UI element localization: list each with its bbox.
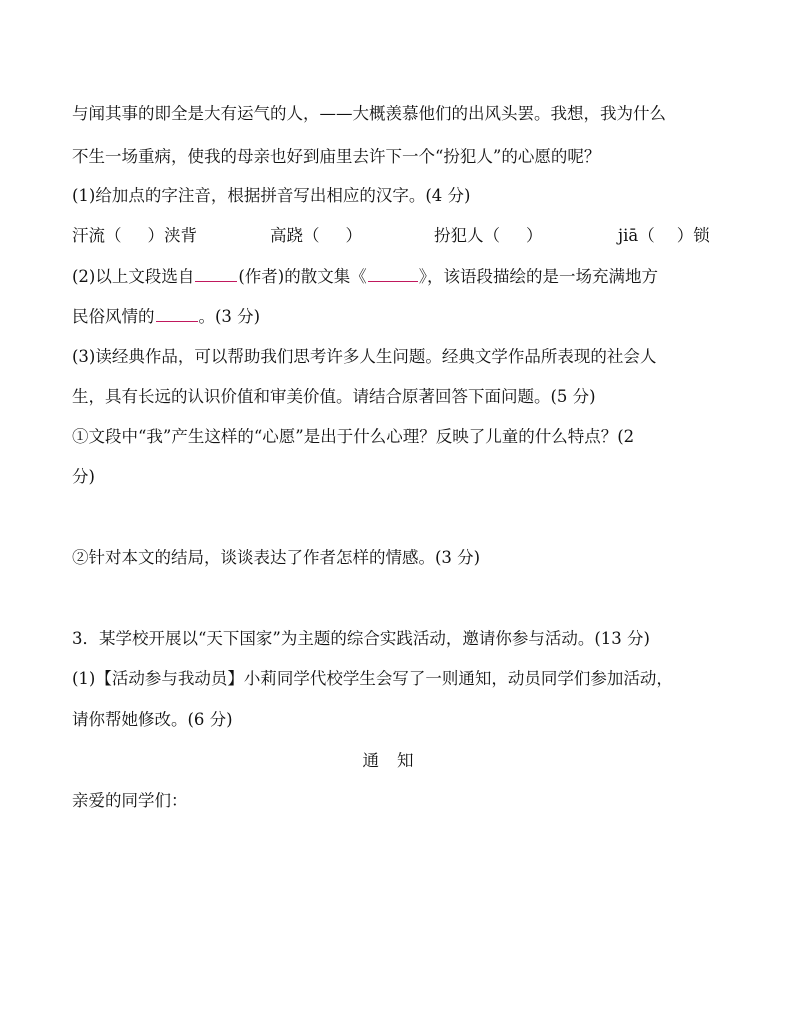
question-3-sub-2: ②针对本文的结局，谈谈表达了作者怎样的情感。(3 分)	[72, 548, 481, 567]
author-blank[interactable]	[195, 266, 237, 282]
section-3-title: 3．某学校开展以“天下国家”为主题的综合实践活动，邀请你参与活动。(13 分)	[72, 629, 650, 648]
question-2-line-1: (2)以上文段选自 (作者)的散文集《 》，该语段描绘的是一场充满地方	[72, 267, 658, 286]
question-3-line-1: (3)读经典作品，可以帮助我们思考许多人生问题。经典文学作品所表现的社会人	[72, 347, 657, 366]
question-1-prompt: (1)给加点的字注音，根据拼音写出相应的汉字。(4 分)	[72, 186, 471, 205]
passage-line-1: 与闻其事的即全是大有运气的人，——大概羡慕他们的出风头罢。我想，我为什么	[72, 104, 666, 123]
notice-greeting: 亲爱的同学们：	[72, 791, 188, 810]
notice-heading: 通知	[362, 751, 432, 770]
question-1-items	[72, 225, 732, 247]
item-jia: jiā（ ）锁	[618, 226, 710, 245]
question-3-line-2: 生，具有长远的认识价值和审美价值。请结合原著回答下面问题。(5 分)	[72, 387, 596, 406]
passage-line-2: 不生一场重病，使我的母亲也好到庙里去许下一个“扮犯人”的心愿的呢？	[72, 147, 601, 166]
question-3-sub-1-line-1: ①文段中“我”产生这样的“心愿”是出于什么心理？反映了儿童的什么特点？(2	[72, 427, 635, 446]
item-gaoqiao: 高跷（ ）	[270, 226, 362, 245]
item-hanliu: 汗流（ ）浃背	[72, 226, 197, 245]
question-3-sub-1-line-2: 分)	[72, 467, 95, 486]
item-banfanren: 扮犯人（ ）	[434, 226, 543, 245]
section-3-sub-1-line-2: 请你帮她修改。(6 分)	[72, 710, 233, 729]
custom-blank[interactable]	[156, 306, 198, 322]
question-2-line-2: 民俗风情的 。(3 分)	[72, 307, 261, 326]
section-3-sub-1-line-1: (1)【活动参与我动员】小莉同学代校学生会写了一则通知，动员同学们参加活动，	[72, 669, 673, 688]
collection-blank[interactable]	[368, 266, 418, 282]
